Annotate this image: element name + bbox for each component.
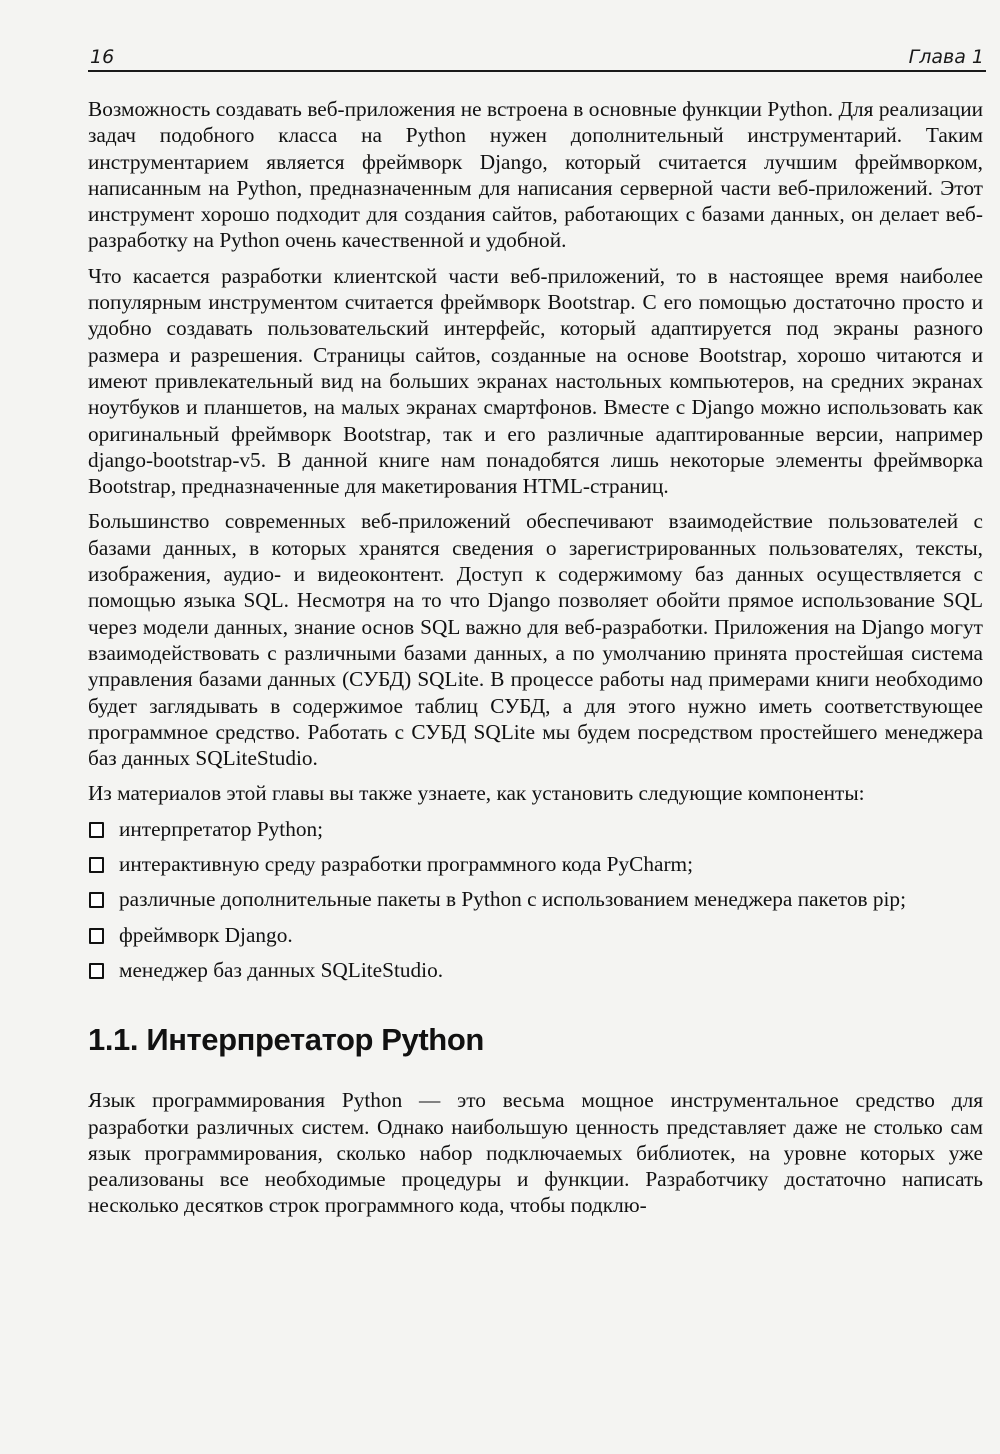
chapter-title: Глава 1 [908,46,984,68]
section-heading: 1.1. Интерпретатор Python [88,1022,484,1058]
page-header [88,40,986,72]
list-item [88,886,983,912]
checkbox-bullet-icon [89,822,104,838]
checkbox-bullet-icon [89,892,104,908]
paragraph-list-intro: Из материалов этой главы вы также узнаете, как установить следующие компоненты: [88,781,865,806]
paragraph-bootstrap: Что касается разработки клиентской части веб-приложений, то в настоящее время наиболее популярным инструментом считается фреймворк Bootstrap. С его помощью достаточно просто и удобно создавать пользовательский интерфейс, который адаптируется под экраны разного размера и разрешения. Страницы сайтов, созданные на основе Bootstrap, хорошо читаются и имеют привлекательный вид на больших экранах настольных компьютеров, на средних экранах ноутбуков и планшетов, на малых экранах смартфонов. Вместе с Django можно использовать как оригинальный фреймворк Bootstrap, так и его различные адаптированные версии, например django-bootstrap-v5. В данной книге нам понадобятся лишь некоторые элементы фреймворка Bootstrap, предназначенные для макетирования HTML-страниц. [88,263,983,499]
paragraph-django: Возможность создавать веб-приложения не встроена в основные функции Python. Для реализации задач подобного класса на Python нужен дополнительный инструментарий. Таким инструментарием является фреймворк Django, который считается лучшим фреймворком, написанным на Python, предназначенным для написания серверной части веб-приложений. Этот инструмент хорошо подходит для создания сайтов, работающих с базами данных, он делает веб-разработку на Python очень качественной и удобной. [88,97,983,253]
list-item-text: фреймворк Django. [119,922,293,947]
list-item [88,957,983,983]
checkbox-bullet-icon [89,963,104,979]
checkbox-bullet-icon [89,857,104,873]
components-list [88,816,983,983]
list-item [88,851,983,877]
list-item-text: интерпретатор Python; [119,816,324,841]
list-item-text: интерактивную среду разработки программного кода PyCharm; [119,852,694,877]
list-item-text: различные дополнительные пакеты в Python с использованием менеджера пакетов pip; [119,887,906,912]
paragraph-python-intro: Язык программирования Python — это весьма мощное инструментальное средство для разработки различных систем. Однако наибольшую ценность представляет даже не столько сам язык программирования, сколько набор подключаемых библиотек, на уровне которых уже реализованы все необходимые процедуры и функции. Разработчику достаточно написать несколько десятков строк программного кода, чтобы подклю- [88,1088,983,1218]
list-item [88,922,983,948]
page-body [88,96,983,1228]
checkbox-bullet-icon [89,928,104,944]
list-item-text: менеджер баз данных SQLiteStudio. [119,957,444,982]
paragraph-sql: Большинство современных веб-приложений обеспечивают взаимодействие пользователей с базами данных, в которых хранятся сведения о зарегистрированных пользователях, тексты, изображения, аудио- и видеоконтент. Доступ к содержимому баз данных осуществляется с помощью языка SQL. Несмотря на то что Django позволяет обойти прямое использование SQL через модели данных, знание основ SQL важно для веб-разработки. Приложения на Django могут взаимодействовать с различными базами данных, а по умолчанию принята простейшая система управления базами данных (СУБД) SQLite. В процессе работы над примерами книги необходимо будет заглядывать в содержимое таблиц СУБД, а для этого нужно иметь соответствующее программное средство. Работать с СУБД SQLite мы будем посредством простейшего менеджера баз данных SQLiteStudio. [88,509,983,771]
page-number: 16 [90,46,115,68]
list-item [88,816,983,842]
